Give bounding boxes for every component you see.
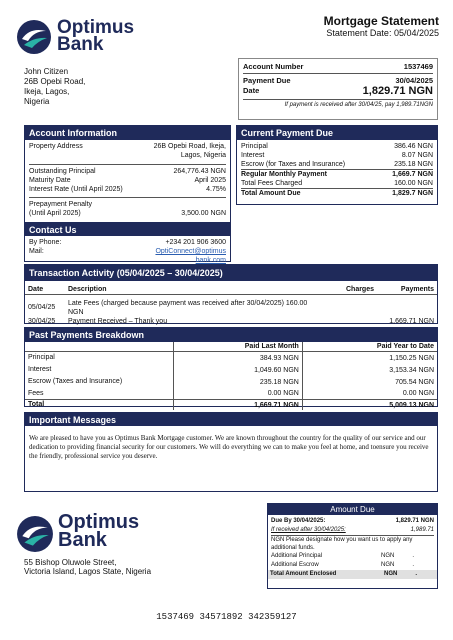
tx-date: 30/04/25 xyxy=(28,317,56,325)
tx-charges xyxy=(317,299,377,317)
tx-payments xyxy=(377,299,437,317)
past-last: 235.18 NGN xyxy=(173,376,302,388)
summary-box xyxy=(238,58,438,120)
past-ytd: 3,153.34 NGN xyxy=(389,366,434,374)
amount-due-by-value: 1,829.71 NGN xyxy=(395,518,434,524)
current-payment-row xyxy=(241,189,433,198)
table-row xyxy=(25,400,437,411)
payment-due-label: Payment Due xyxy=(243,76,291,85)
footer-code: 1537469 34571892 342359127 xyxy=(156,612,297,622)
past-header-blank xyxy=(25,342,173,352)
phone-value[interactable]: +234 201 906 3600 xyxy=(165,239,226,246)
customer-name: John Citizen xyxy=(24,67,69,76)
cp-regular-label: Regular Monthly Payment xyxy=(241,171,327,178)
mail-link[interactable] xyxy=(155,247,226,265)
footer-bank-name-line2: Bank xyxy=(58,529,107,551)
table-row xyxy=(25,364,437,376)
statement-title: Mortgage Statement xyxy=(323,14,439,28)
messages-panel xyxy=(24,412,438,492)
table-row xyxy=(25,388,437,400)
date-label: Date xyxy=(243,86,260,95)
past-total-last: 1,669.71 NGN xyxy=(173,400,302,411)
table-row xyxy=(25,317,437,326)
account-number-label: Account Number xyxy=(243,62,304,71)
table-row xyxy=(25,352,437,365)
amount-due-after-label: If received after 30/04/2025: xyxy=(271,527,346,533)
additional-escrow-currency: NGN xyxy=(380,562,395,568)
late-payment-note: If payment is received after 30/04/25, pay 1,989.71NGN xyxy=(284,102,433,108)
bank-name-line1: Optimus xyxy=(57,17,135,38)
footer-bank-name-line1: Optimus xyxy=(58,511,140,533)
maturity-date-value: April 2025 xyxy=(194,177,226,184)
past-ytd: 0.00 NGN xyxy=(402,390,434,397)
past-label: Escrow (Taxes and Insurance) xyxy=(25,376,173,388)
account-info-title: Account Information xyxy=(25,126,230,140)
total-enclosed-label: Total Amount Enclosed xyxy=(270,571,337,577)
total-enclosed-currency: NGN xyxy=(383,571,398,577)
cp-regular-value: 1,669.7 NGN xyxy=(392,171,433,178)
past-label: Fees xyxy=(25,388,173,400)
past-last: 0.00 NGN xyxy=(173,388,302,400)
footer-bank-logo xyxy=(16,512,146,556)
tx-date: 05/04/25 xyxy=(28,304,56,311)
past-header-last: Paid Last Month xyxy=(173,342,302,352)
cp-escrow-value: 235.18 NGN xyxy=(394,161,433,168)
tx-header-date: Date xyxy=(28,286,44,293)
footer-addr2: Victoria Island, Lagos State, Nigeria xyxy=(24,567,152,576)
current-payment-row xyxy=(241,142,433,151)
property-address-value2: Lagos, Nigeria xyxy=(180,152,226,159)
interest-rate-value: 4.75% xyxy=(206,186,226,193)
cp-total-value: 1,829.7 NGN xyxy=(392,190,433,197)
amount-due-after-value: 1,989.71 xyxy=(410,527,434,533)
tx-header-desc: Description xyxy=(68,286,107,293)
account-number-value: 1537469 xyxy=(403,62,433,71)
amount-due-value: 1,829.71 NGN xyxy=(362,85,433,97)
cp-principal-label: Principal xyxy=(241,143,268,150)
past-payments-title: Past Payments Breakdown xyxy=(25,328,437,342)
tx-header-charges: Charges xyxy=(345,286,374,293)
past-last: 1,049.60 NGN xyxy=(173,364,302,376)
tx-desc: Late Fees (charged because payment was received after 30/04/2025) 160.00 NGN xyxy=(68,299,308,316)
bank-name-line2: Bank xyxy=(57,34,104,55)
table-row xyxy=(25,376,437,388)
mail-value1: OptiConnect@optimus xyxy=(155,248,226,255)
past-label: Principal xyxy=(25,352,173,365)
outstanding-principal-label: Outstanding Principal xyxy=(29,168,96,175)
amount-due-note: NGN Please designate how you want us to apply any additional funds. xyxy=(271,537,413,551)
prepayment-penalty-value: 3,500.00 NGN xyxy=(181,210,226,217)
footer-addr1: 55 Bishop Oluwole Street, xyxy=(24,558,117,567)
maturity-date-label: Maturity Date xyxy=(29,177,71,184)
cp-principal-value: 386.46 NGN xyxy=(394,143,433,150)
statement-date: Statement Date: 05/04/2025 xyxy=(326,28,439,38)
contact-panel xyxy=(24,222,231,262)
amount-due-by-label: Due By 30/04/2025: xyxy=(271,518,326,524)
cp-total-label: Total Amount Due xyxy=(241,190,301,197)
mail-label: Mail: xyxy=(29,248,44,255)
tx-payments: 1,669.71 NGN xyxy=(389,317,434,325)
transaction-panel xyxy=(24,264,438,324)
cp-interest-value: 8.07 NGN xyxy=(401,152,433,159)
footer-bank-logo-icon xyxy=(16,515,54,553)
current-payment-row xyxy=(241,160,433,169)
tx-charges xyxy=(317,317,377,326)
current-payment-row xyxy=(241,151,433,160)
transaction-title: Transaction Activity (05/04/2025 – 30/04/2025) xyxy=(25,265,437,281)
messages-body: We are pleased to have you as Optimus Bank Mortgage customer. We are known throughout the country for the quality of our service and our dedication to providing financial security for our customers. We will do everything we can to make you feel at home, and toensure you receive the friendly, professional service you deserve. xyxy=(29,434,429,460)
customer-addr3: Nigeria xyxy=(24,97,50,106)
additional-principal-input[interactable]: . xyxy=(412,553,414,559)
current-payment-row xyxy=(241,179,433,188)
cp-fees-value: 160.00 NGN xyxy=(394,180,433,187)
past-total-label: Total xyxy=(25,400,173,411)
past-payments-panel xyxy=(24,327,438,407)
additional-escrow-input[interactable]: . xyxy=(412,562,414,568)
additional-principal-currency: NGN xyxy=(380,553,395,559)
outstanding-principal-value: 264,776.43 NGN xyxy=(173,168,226,175)
tx-header-payments: Payments xyxy=(400,286,434,293)
past-ytd: 1,150.25 NGN xyxy=(389,354,434,362)
customer-addr2: Ikeja, Lagos, xyxy=(24,87,70,96)
contact-title: Contact Us xyxy=(25,223,230,236)
account-info-panel xyxy=(24,125,231,223)
current-payment-panel xyxy=(236,125,438,205)
past-last: 384.93 NGN xyxy=(173,352,302,365)
past-header-ytd: Paid Year to Date xyxy=(376,343,434,350)
customer-addr1: 26B Opebi Road, xyxy=(24,77,86,86)
property-address-value1: 26B Opebi Road, Ikeja, xyxy=(153,143,226,150)
additional-principal-label: Additional Principal xyxy=(271,553,323,559)
amount-due-title: Amount Due xyxy=(268,504,437,515)
bank-logo xyxy=(16,16,136,56)
mail-value2: bank.com xyxy=(195,257,226,264)
past-label: Interest xyxy=(25,364,173,376)
amount-due-panel xyxy=(267,503,438,589)
additional-escrow-label: Additional Escrow xyxy=(271,562,319,568)
payment-due-value: 30/04/2025 xyxy=(395,76,433,85)
customer-address xyxy=(24,67,85,107)
table-row xyxy=(25,299,437,317)
footer-address xyxy=(24,558,151,576)
cp-escrow-label: Escrow (for Taxes and Insurance) xyxy=(241,161,346,168)
current-payment-title: Current Payment Due xyxy=(237,126,437,140)
bank-logo-icon xyxy=(16,19,52,55)
past-total-ytd: 5,009.13 NGN xyxy=(389,401,434,409)
interest-rate-label: Interest Rate (Until April 2025) xyxy=(29,186,123,193)
prepayment-penalty-label: Prepayment Penalty xyxy=(29,201,93,208)
total-enclosed-input[interactable]: . xyxy=(415,571,417,577)
cp-interest-label: Interest xyxy=(241,152,265,159)
property-address-label: Property Address xyxy=(29,143,83,150)
current-payment-row xyxy=(241,170,433,179)
past-ytd: 705.54 NGN xyxy=(395,378,434,386)
cp-fees-label: Total Fees Charged xyxy=(241,180,303,187)
prepayment-penalty-until: (Until April 2025) xyxy=(29,210,81,217)
tx-desc: Payment Received – Thank you xyxy=(68,317,168,325)
phone-label: By Phone: xyxy=(29,239,62,246)
messages-title: Important Messages xyxy=(25,413,437,426)
